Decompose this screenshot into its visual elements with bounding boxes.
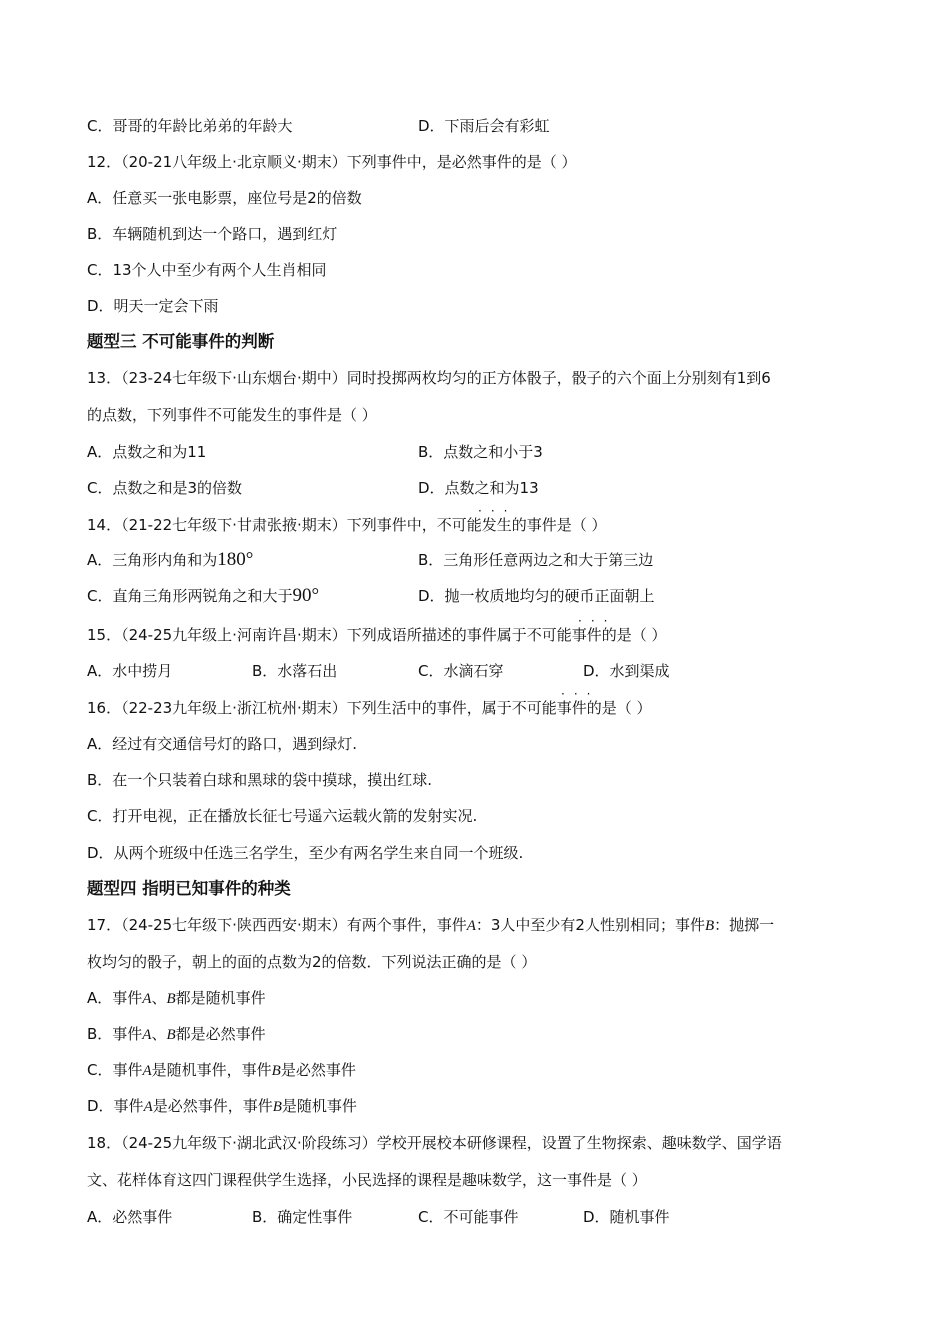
option-17a xyxy=(87,988,266,1009)
opt17d-mid: 是必然事件，事件 xyxy=(152,1097,273,1115)
event-b-symbol: B xyxy=(704,918,715,934)
option-13b: B．点数之和小于3 xyxy=(418,443,543,461)
event-a-symbol: A xyxy=(142,991,152,1007)
opt17b-tail: 都是必然事件 xyxy=(175,1025,266,1043)
option-12d: D．明天一定会下雨 xyxy=(87,297,219,315)
q17-text-3: ：抛掷一 xyxy=(714,916,775,934)
option-12c: C．13个人中至少有两个人生肖相同 xyxy=(87,261,327,279)
option-14c xyxy=(87,586,319,606)
option-14b: B．三角形任意两边之和大于第三边 xyxy=(418,551,654,569)
question-18-line-2: 文、花样体育这四门课程供学生选择，小民选择的课程是趣味数学，这一事件是（ ） xyxy=(87,1171,647,1189)
option-14a xyxy=(87,550,253,570)
option-17b xyxy=(87,1024,266,1045)
question-13-line-2: 的点数，下列事件不可能发生的事件是（ ） xyxy=(87,406,377,424)
question-13-line-1: 13．（23-24七年级下·山东烟台·期中）同时投掷两枚均匀的正方体骰子，骰子的六个面上分别刻有1到6 xyxy=(87,369,771,387)
opt17c-tail: 是必然事件 xyxy=(280,1061,356,1079)
event-a-symbol: A xyxy=(142,1027,152,1043)
option-18d: D．随机事件 xyxy=(583,1208,670,1226)
option-11c: C．哥哥的年龄比弟弟的年龄大 xyxy=(87,117,293,135)
option-13a: A．点数之和为11 xyxy=(87,443,207,461)
question-16: 16．（22-23九年级上·浙江杭州·期末）下列生活中的事件，属于不可能事件的是（ ） xyxy=(87,699,652,717)
option-15a: A．水中捞月 xyxy=(87,662,173,680)
event-b-symbol: B xyxy=(166,1027,176,1043)
opt17d-tail: 是随机事件 xyxy=(281,1097,357,1115)
opt17a-tail: 都是随机事件 xyxy=(175,989,266,1007)
event-a-symbol: A xyxy=(142,1063,152,1079)
option-16c: C．打开电视，正在播放长征七号遥六运载火箭的发射实况. xyxy=(87,807,478,825)
opt17c-text: C．事件 xyxy=(87,1061,143,1079)
q17-text-1: 17．（24-25七年级下·陕西西安·期末）有两个事件，事件 xyxy=(87,916,467,934)
option-11d: D．下雨后会有彩虹 xyxy=(418,117,550,135)
option-16d: D．从两个班级中任选三名学生，至少有两名学生来自同一个班级. xyxy=(87,844,524,862)
option-14a-value: 180° xyxy=(217,549,254,570)
option-16a: A．经过有交通信号灯的路口，遇到绿灯. xyxy=(87,735,358,753)
option-14c-value: 90° xyxy=(292,585,320,606)
option-18c: C．不可能事件 xyxy=(418,1208,519,1226)
option-15d: D．水到渠成 xyxy=(583,662,670,680)
separator-text: 、 xyxy=(151,989,167,1007)
section-heading-4: 题型四 指明已知事件的种类 xyxy=(87,879,291,898)
question-12: 12．（20-21八年级上·北京顺义·期末）下列事件中，是必然事件的是（ ） xyxy=(87,153,577,171)
opt17d-text: D．事件 xyxy=(87,1097,144,1115)
separator-text: 、 xyxy=(151,1025,167,1043)
option-13c: C．点数之和是3的倍数 xyxy=(87,479,243,497)
emphasis-dots: ··· xyxy=(578,614,617,628)
event-b-symbol: B xyxy=(272,1099,282,1115)
question-17-line-2: 枚均匀的骰子，朝上的面的点数为2的倍数．下列说法正确的是（ ） xyxy=(87,953,537,971)
option-14c-text: C．直角三角形两锐角之和大于 xyxy=(87,587,293,605)
option-16b: B．在一个只装着白球和黑球的袋中摸球，摸出红球. xyxy=(87,771,433,789)
event-a-symbol: A xyxy=(466,918,476,934)
option-14d: D．抛一枚质地均匀的硬币正面朝上 xyxy=(418,587,655,605)
option-14a-text: A．三角形内角和为 xyxy=(87,551,218,569)
q17-text-2: ：3人中至少有2人性别相同；事件 xyxy=(475,916,705,934)
section-heading-3: 题型三 不可能事件的判断 xyxy=(87,332,275,351)
emphasis-dots: ··· xyxy=(561,687,600,701)
event-a-symbol: A xyxy=(143,1099,153,1115)
option-15c: C．水滴石穿 xyxy=(418,662,504,680)
question-14: 14．（21-22七年级下·甘肃张掖·期末）下列事件中，不可能发生的事件是（ ） xyxy=(87,516,607,534)
option-13d: D．点数之和为13 xyxy=(418,479,539,497)
option-12b: B．车辆随机到达一个路口，遇到红灯 xyxy=(87,225,338,243)
opt17a-text: A．事件 xyxy=(87,989,143,1007)
emphasis-dots: ··· xyxy=(478,504,517,518)
option-18a: A．必然事件 xyxy=(87,1208,173,1226)
question-15: 15．（24-25九年级上·河南许昌·期末）下列成语所描述的事件属于不可能事件的是（ ） xyxy=(87,626,667,644)
question-18-line-1: 18．（24-25九年级下·湖北武汉·阶段练习）学校开展校本研修课程，设置了生物探索、趣味数学、国学语 xyxy=(87,1134,782,1152)
option-17c xyxy=(87,1060,356,1081)
opt17b-text: B．事件 xyxy=(87,1025,143,1043)
event-b-symbol: B xyxy=(271,1063,281,1079)
question-17-line-1 xyxy=(87,915,774,936)
option-12a: A．任意买一张电影票，座位号是2的倍数 xyxy=(87,189,362,207)
opt17c-mid: 是随机事件，事件 xyxy=(151,1061,272,1079)
option-17d xyxy=(87,1096,357,1117)
event-b-symbol: B xyxy=(166,991,176,1007)
option-18b: B．确定性事件 xyxy=(252,1208,353,1226)
option-15b: B．水落石出 xyxy=(252,662,338,680)
